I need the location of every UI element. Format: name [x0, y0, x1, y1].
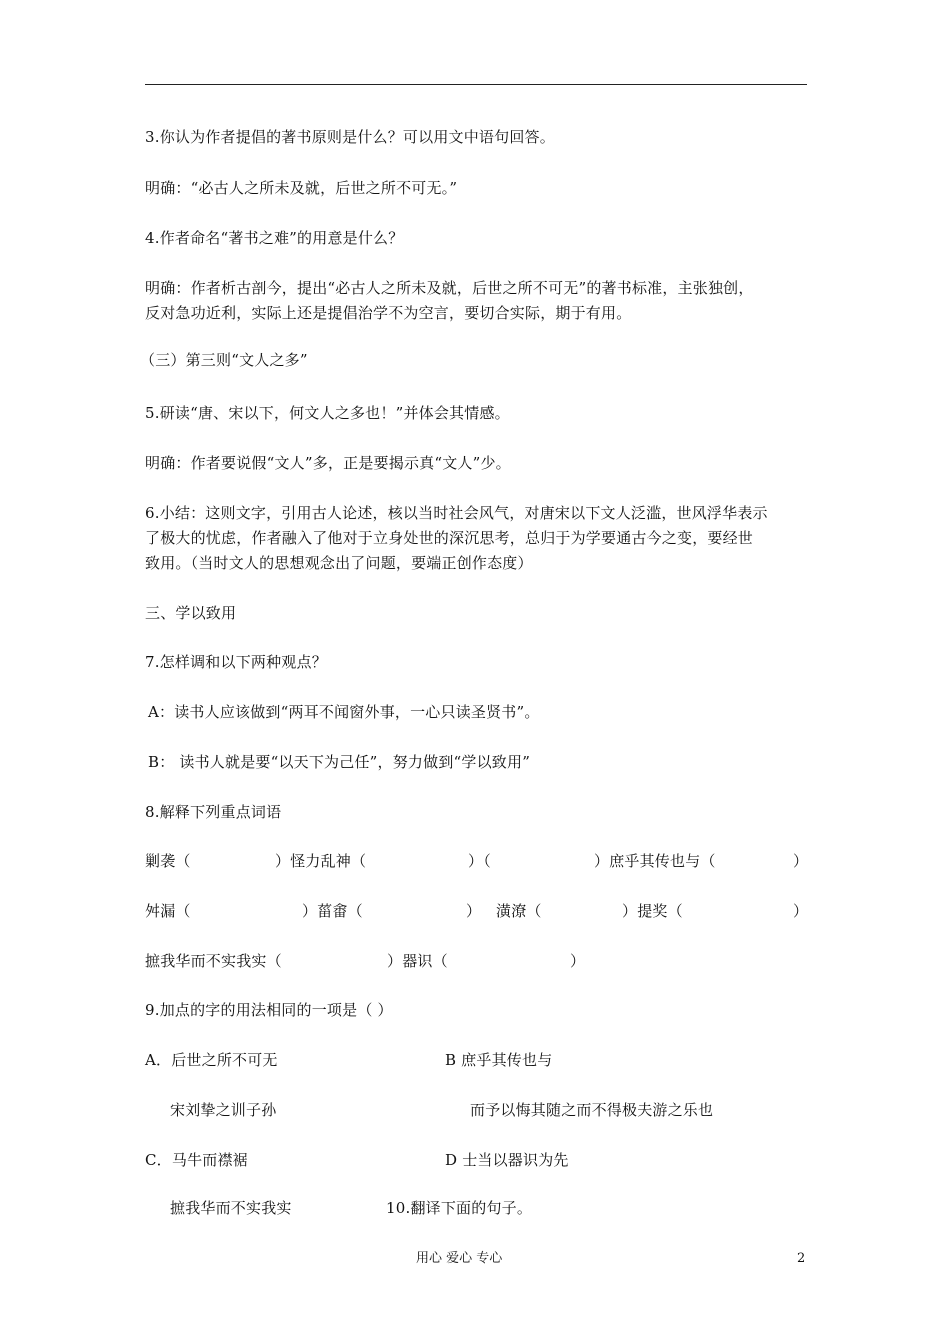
summary-6-line-1: 6.小结：这则文字，引用古人论述，核以当时社会风气，对唐宋以下文人泛滥，世风浮华表示 — [145, 504, 768, 522]
vocab-close: ） — [793, 852, 809, 870]
answer-3: 明确：“必古人之所未及就，后世之所不可无。” — [145, 179, 458, 197]
question-10: 10.翻译下面的句子。 — [386, 1199, 533, 1217]
page-number: 2 — [797, 1251, 806, 1266]
answer-4-line-1: 明确：作者析古剖今，提出“必古人之所未及就，后世之所不可无”的著书标准，主张独创， — [145, 279, 754, 297]
vocab-term: ）菑畬（ — [302, 902, 363, 920]
vocab-term: ）怪力乱神（ — [275, 852, 367, 870]
vocab-term: ）庶乎其传也与（ — [594, 852, 716, 870]
option-c: C．马牛而襟裾 — [145, 1151, 248, 1169]
question-5: 5.研读“唐、宋以下，何文人之多也！”并体会其情感。 — [145, 404, 510, 422]
option-a-second: 宋刘挚之训子孙 — [170, 1101, 277, 1119]
part-3-heading: 三、学以致用 — [145, 604, 237, 622]
option-b-second: 而予以悔其随之而不得极夫游之乐也 — [470, 1101, 714, 1119]
vocab-term: ）器识（ — [387, 952, 448, 970]
option-b: B 庶乎其传也与 — [445, 1051, 553, 1069]
summary-6-line-3: 致用。（当时文人的思想观念出了问题，要端正创作态度） — [145, 554, 533, 572]
option-c-second: 摭我华而不实我实 — [170, 1199, 292, 1217]
question-7: 7.怎样调和以下两种观点？ — [145, 653, 327, 671]
vocab-close: ） — [466, 902, 482, 920]
footer-motto: 用心 爱心 专心 — [416, 1251, 503, 1266]
question-8: 8.解释下列重点词语 — [145, 803, 282, 821]
vocab-term: 潢潦（ — [496, 902, 542, 920]
vocab-term: ）提奖（ — [622, 902, 683, 920]
answer-4-line-2: 反对急功近利，实际上还是提倡治学不为空言，要切合实际，期于有用。 — [145, 304, 632, 322]
viewpoint-b: B： 读书人就是要“以天下为己任”，努力做到“学以致用” — [148, 753, 531, 771]
question-3: 3.你认为作者提倡的著书原则是什么？可以用文中语句回答。 — [145, 128, 555, 146]
section-3-heading: （三）第三则“文人之多” — [140, 351, 308, 369]
vocab-close: ） — [570, 952, 586, 970]
option-a: A．后世之所不可无 — [145, 1051, 278, 1069]
viewpoint-a: A：读书人应该做到“两耳不闻窗外事，一心只读圣贤书”。 — [148, 703, 540, 721]
vocab-term: 摭我华而不实我实（ — [145, 952, 282, 970]
vocab-term: 剿袭（ — [145, 852, 191, 870]
question-4: 4.作者命名“著书之难”的用意是什么？ — [145, 229, 404, 247]
question-9: 9.加点的字的用法相同的一项是（ ） — [145, 1001, 393, 1019]
answer-5: 明确：作者要说假“文人”多，正是要揭示真“文人”少。 — [145, 454, 511, 472]
header-rule — [145, 84, 807, 85]
vocab-term: ）（ — [468, 852, 491, 870]
vocab-term: 舛漏（ — [145, 902, 191, 920]
vocab-close: ） — [793, 902, 809, 920]
option-d: D 士当以器识为先 — [445, 1151, 569, 1169]
summary-6-line-2: 了极大的忧虑，作者融入了他对于立身处世的深沉思考，总归于为学要通古今之变，要经世 — [145, 529, 754, 547]
